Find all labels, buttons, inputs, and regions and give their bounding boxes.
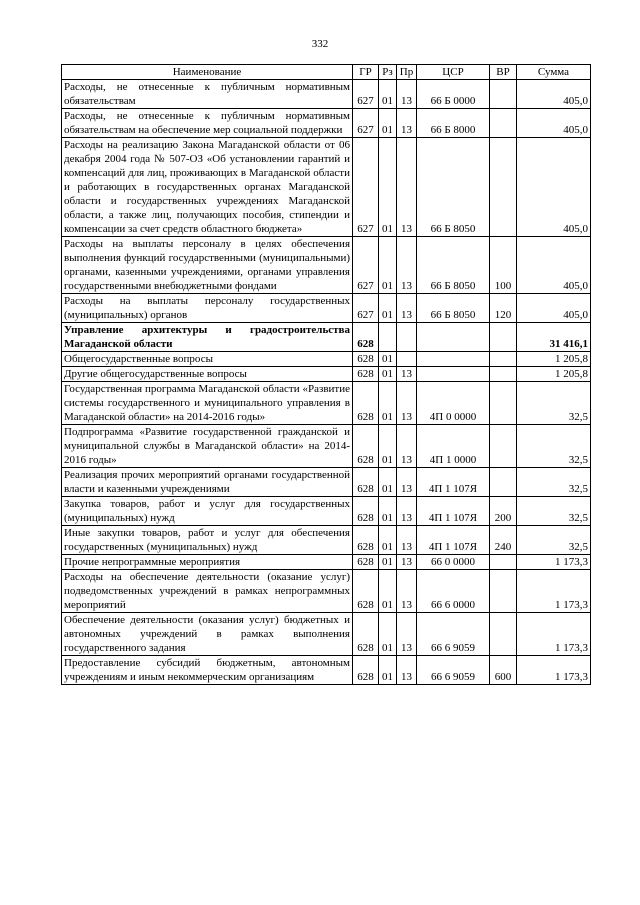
cell-vr [490, 367, 517, 382]
cell-csr: 4П 0 0000 [417, 382, 490, 425]
cell-sum: 405,0 [517, 109, 591, 138]
cell-gr: 628 [353, 382, 379, 425]
cell-name: Расходы на обеспечение деятельности (оказание услуг) подведомственных учреждений в рамках непрограммных мероприятий [62, 570, 353, 613]
cell-gr: 627 [353, 109, 379, 138]
cell-csr: 66 Б 8050 [417, 138, 490, 237]
cell-vr [490, 382, 517, 425]
budget-table [61, 64, 591, 685]
cell-name: Расходы, не отнесенные к публичным нормативным обязательствам [62, 80, 353, 109]
cell-name: Закупка товаров, работ и услуг для государственных (муниципальных) нужд [62, 497, 353, 526]
cell-rz: 01 [379, 352, 397, 367]
cell-csr: 66 Б 8000 [417, 109, 490, 138]
table-body [62, 80, 591, 685]
cell-csr [417, 352, 490, 367]
cell-csr: 4П 1 107Я [417, 468, 490, 497]
cell-rz: 01 [379, 367, 397, 382]
table-row [62, 294, 591, 323]
cell-sum: 405,0 [517, 237, 591, 294]
page-number: 332 [311, 38, 329, 50]
cell-csr: 66 0 0000 [417, 555, 490, 570]
cell-gr: 628 [353, 613, 379, 656]
cell-name: Государственная программа Магаданской области «Развитие системы государственного и муниципального управления в Магаданской области» на 2014-2016 годы» [62, 382, 353, 425]
cell-pr: 13 [397, 526, 417, 555]
cell-sum: 1 205,8 [517, 352, 591, 367]
cell-sum: 1 173,3 [517, 570, 591, 613]
cell-csr: 4П 1 0000 [417, 425, 490, 468]
table-row [62, 656, 591, 685]
cell-gr: 628 [353, 555, 379, 570]
col-header-pr: Пр [397, 65, 417, 80]
cell-gr: 628 [353, 352, 379, 367]
cell-pr: 13 [397, 237, 417, 294]
cell-rz: 01 [379, 109, 397, 138]
cell-vr [490, 570, 517, 613]
cell-gr: 628 [353, 468, 379, 497]
cell-gr: 628 [353, 323, 379, 352]
cell-gr: 628 [353, 425, 379, 468]
cell-name: Другие общегосударственные вопросы [62, 367, 353, 382]
cell-name: Расходы на выплаты персоналу государственных (муниципальных) органов [62, 294, 353, 323]
cell-rz: 01 [379, 526, 397, 555]
cell-pr [397, 352, 417, 367]
cell-csr: 66 Б 0000 [417, 80, 490, 109]
cell-name: Предоставление субсидий бюджетным, автономным учреждениям и иным некоммерческим организациям [62, 656, 353, 685]
col-header-csr: ЦСР [417, 65, 490, 80]
table-row [62, 425, 591, 468]
cell-pr: 13 [397, 613, 417, 656]
cell-sum: 405,0 [517, 294, 591, 323]
header-row [62, 65, 591, 80]
cell-rz: 01 [379, 497, 397, 526]
cell-rz: 01 [379, 555, 397, 570]
cell-rz [379, 323, 397, 352]
cell-vr [490, 555, 517, 570]
cell-vr [490, 323, 517, 352]
cell-vr [490, 425, 517, 468]
cell-pr: 13 [397, 294, 417, 323]
cell-csr: 66 6 9059 [417, 613, 490, 656]
table-row [62, 352, 591, 367]
cell-vr: 100 [490, 237, 517, 294]
cell-pr: 13 [397, 425, 417, 468]
cell-gr: 628 [353, 526, 379, 555]
col-header-vr: ВР [490, 65, 517, 80]
cell-vr [490, 80, 517, 109]
cell-sum: 32,5 [517, 526, 591, 555]
cell-name: Прочие непрограммные мероприятия [62, 555, 353, 570]
cell-name: Иные закупки товаров, работ и услуг для обеспечения государственных (муниципальных) нужд [62, 526, 353, 555]
table-row [62, 367, 591, 382]
cell-csr [417, 323, 490, 352]
cell-vr: 600 [490, 656, 517, 685]
cell-vr [490, 109, 517, 138]
cell-sum: 32,5 [517, 497, 591, 526]
cell-vr [490, 352, 517, 367]
table-row [62, 323, 591, 352]
cell-name: Расходы на реализацию Закона Магаданской области от 06 декабря 2004 года № 507-ОЗ «Об установлении гарантий и компенсаций для лиц, проживающих в Магаданской области и работающих в государственных органах Магаданской области и государственных учреждениях Магаданской области, а также лиц, получающих пособия, стипендии и компенсации за счет средств областного бюджета» [62, 138, 353, 237]
cell-pr: 13 [397, 555, 417, 570]
cell-sum: 32,5 [517, 468, 591, 497]
cell-name: Управление архитектуры и градостроительства Магаданской области [62, 323, 353, 352]
cell-pr: 13 [397, 656, 417, 685]
cell-gr: 627 [353, 294, 379, 323]
col-header-sum: Сумма [517, 65, 591, 80]
cell-rz: 01 [379, 468, 397, 497]
cell-rz: 01 [379, 656, 397, 685]
table-row [62, 468, 591, 497]
cell-csr: 66 6 9059 [417, 656, 490, 685]
cell-vr: 200 [490, 497, 517, 526]
table-row [62, 555, 591, 570]
cell-pr: 13 [397, 367, 417, 382]
cell-sum: 1 205,8 [517, 367, 591, 382]
cell-sum: 1 173,3 [517, 555, 591, 570]
cell-csr [417, 367, 490, 382]
col-header-name: Наименование [62, 65, 353, 80]
table-row [62, 382, 591, 425]
table-row [62, 613, 591, 656]
col-header-gr: ГР [353, 65, 379, 80]
cell-pr: 13 [397, 138, 417, 237]
cell-csr: 66 6 0000 [417, 570, 490, 613]
col-header-rz: Рз [379, 65, 397, 80]
cell-pr [397, 323, 417, 352]
cell-rz: 01 [379, 138, 397, 237]
cell-gr: 628 [353, 656, 379, 685]
cell-vr [490, 468, 517, 497]
cell-name: Подпрограмма «Развитие государственной гражданской и муниципальной службы в Магаданской области» на 2014-2016 годы» [62, 425, 353, 468]
cell-rz: 01 [379, 613, 397, 656]
cell-rz: 01 [379, 237, 397, 294]
cell-rz: 01 [379, 570, 397, 613]
cell-pr: 13 [397, 497, 417, 526]
cell-sum: 32,5 [517, 382, 591, 425]
cell-csr: 66 Б 8050 [417, 237, 490, 294]
cell-pr: 13 [397, 468, 417, 497]
cell-sum: 405,0 [517, 138, 591, 237]
cell-rz: 01 [379, 382, 397, 425]
table-row [62, 109, 591, 138]
cell-sum: 31 416,1 [517, 323, 591, 352]
cell-name: Обеспечение деятельности (оказания услуг) бюджетных и автономных учреждений в рамках выполнения государственного задания [62, 613, 353, 656]
table-row [62, 570, 591, 613]
cell-vr [490, 613, 517, 656]
table-row [62, 497, 591, 526]
cell-vr: 240 [490, 526, 517, 555]
cell-sum: 1 173,3 [517, 656, 591, 685]
cell-vr: 120 [490, 294, 517, 323]
cell-gr: 627 [353, 237, 379, 294]
cell-sum: 1 173,3 [517, 613, 591, 656]
table-row [62, 138, 591, 237]
cell-gr: 628 [353, 497, 379, 526]
cell-pr: 13 [397, 570, 417, 613]
cell-rz: 01 [379, 80, 397, 109]
cell-name: Общегосударственные вопросы [62, 352, 353, 367]
cell-sum: 405,0 [517, 80, 591, 109]
cell-pr: 13 [397, 80, 417, 109]
cell-name: Расходы на выплаты персоналу в целях обеспечения выполнения функций государственными (муниципальными) органами, казенными учреждениями, органами управления государственными внебюджетными фондами [62, 237, 353, 294]
cell-gr: 627 [353, 80, 379, 109]
cell-csr: 4П 1 107Я [417, 497, 490, 526]
cell-sum: 32,5 [517, 425, 591, 468]
cell-vr [490, 138, 517, 237]
table-row [62, 526, 591, 555]
table-row [62, 237, 591, 294]
cell-name: Реализация прочих мероприятий органами государственной власти и казенными учреждениями [62, 468, 353, 497]
cell-name: Расходы, не отнесенные к публичным нормативным обязательствам на обеспечение мер социальной поддержки [62, 109, 353, 138]
cell-pr: 13 [397, 382, 417, 425]
cell-rz: 01 [379, 425, 397, 468]
cell-gr: 628 [353, 570, 379, 613]
cell-gr: 627 [353, 138, 379, 237]
cell-gr: 628 [353, 367, 379, 382]
cell-csr: 4П 1 107Я [417, 526, 490, 555]
cell-rz: 01 [379, 294, 397, 323]
table-row [62, 80, 591, 109]
cell-csr: 66 Б 8050 [417, 294, 490, 323]
cell-pr: 13 [397, 109, 417, 138]
